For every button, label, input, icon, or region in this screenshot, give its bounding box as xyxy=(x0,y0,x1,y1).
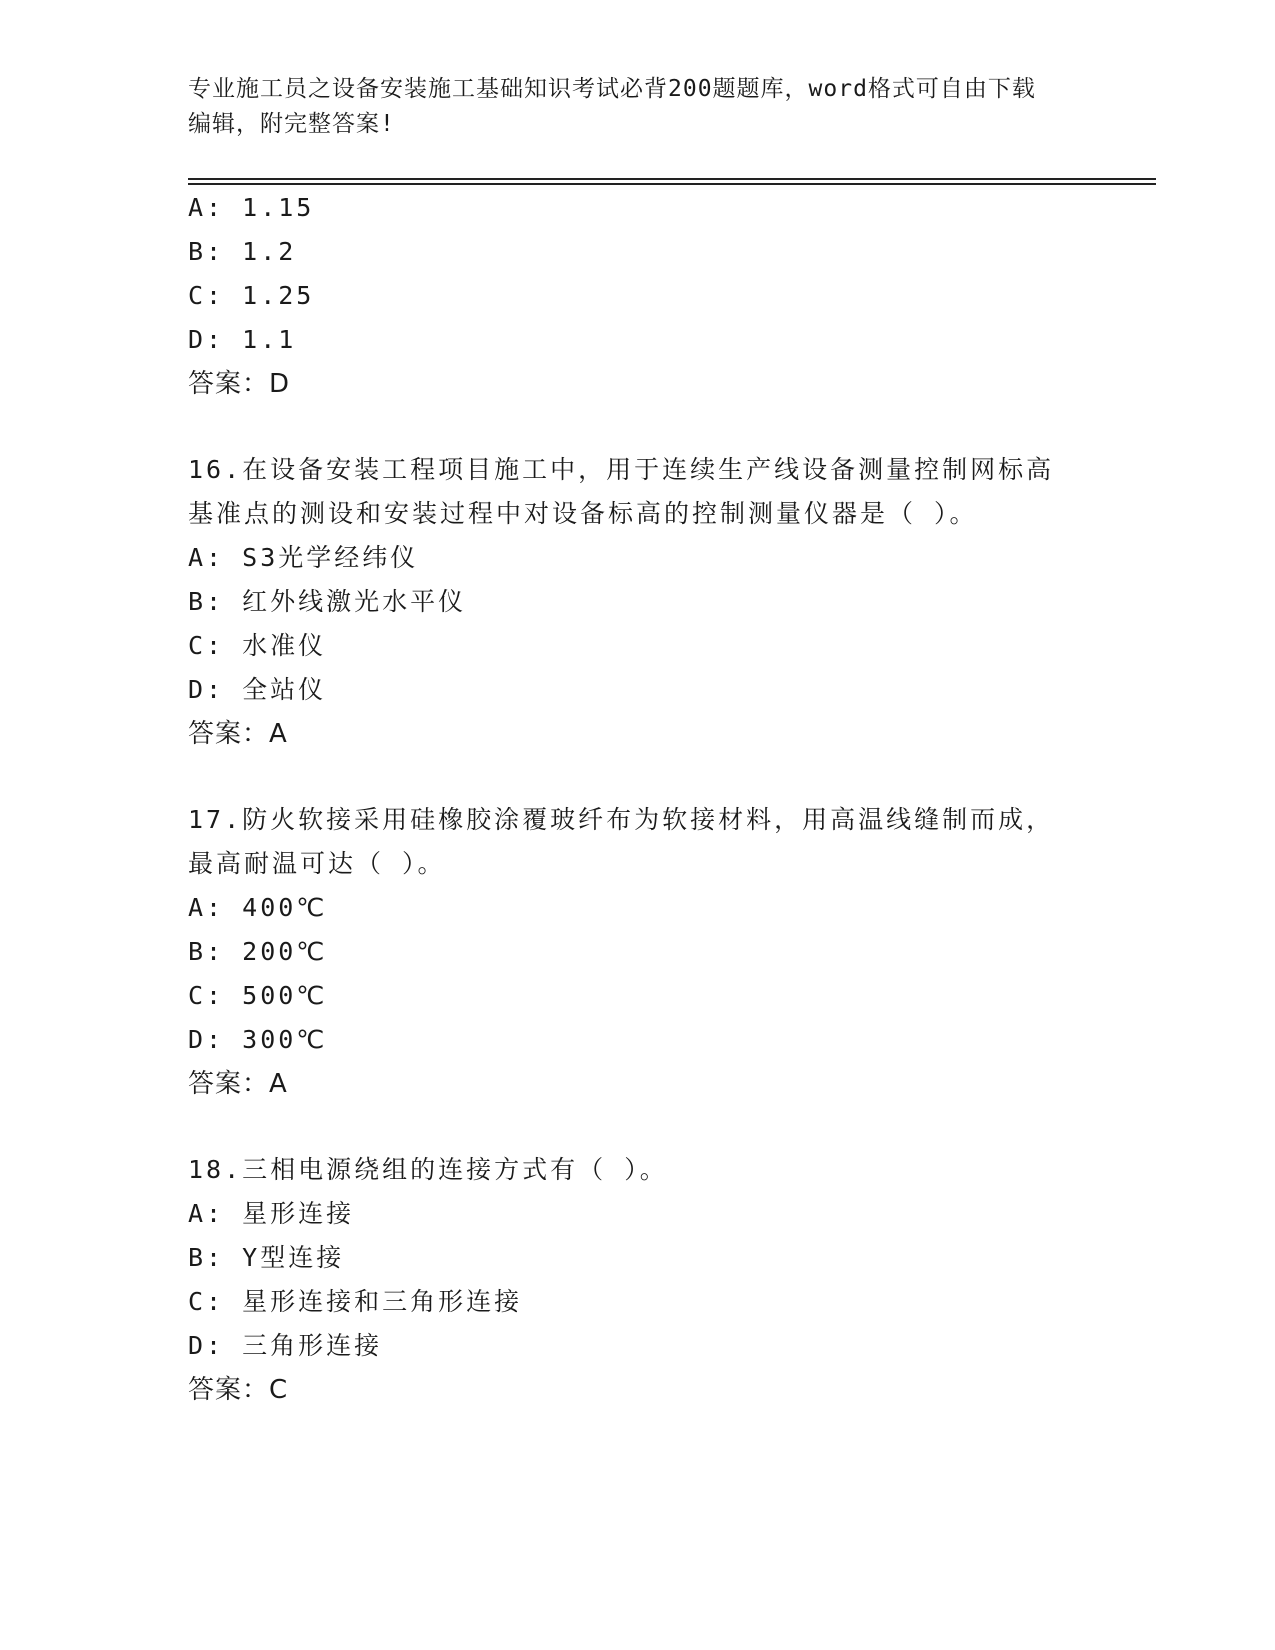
q16-answer: 答案：A xyxy=(188,719,288,749)
q18-answer: 答案：C xyxy=(188,1375,289,1405)
q16-option-b: B: 红外线激光水平仪 xyxy=(188,587,467,616)
q16-stem-line-2: 基准点的测设和安装过程中对设备标高的控制测量仪器是（ ）。 xyxy=(188,499,978,528)
document-header xyxy=(188,72,1088,142)
q17-option-c: C: 500℃ xyxy=(188,981,328,1010)
q18-stem-line-1: 18.三相电源绕组的连接方式有（ ）。 xyxy=(188,1155,668,1184)
q16-option-c: C: 水准仪 xyxy=(188,631,327,660)
q15-option-a: A: 1.15 xyxy=(188,193,315,222)
header-divider-bottom xyxy=(188,183,1156,185)
q17-option-a: A: 400℃ xyxy=(188,893,328,922)
q15-option-c: C: 1.25 xyxy=(188,281,315,310)
header-title-line-1: 专业施工员之设备安装施工基础知识考试必背200题题库，word格式可自由下载 xyxy=(188,76,1036,102)
q17-stem-line-2: 最高耐温可达（ ）。 xyxy=(188,849,446,878)
q17-option-d: D: 300℃ xyxy=(188,1025,328,1054)
q17-stem-line-1: 17.防火软接采用硅橡胶涂覆玻纤布为软接材料，用高温线缝制而成， xyxy=(188,805,1055,834)
header-divider-top xyxy=(188,178,1156,180)
q16-option-d: D: 全站仪 xyxy=(188,675,327,704)
q16-option-a: A: S3光学经纬仪 xyxy=(188,543,419,572)
header-title-line-2: 编辑，附完整答案! xyxy=(188,111,395,137)
q15-option-b: B: 1.2 xyxy=(188,237,297,266)
q18-option-b: B: Y型连接 xyxy=(188,1243,345,1272)
q15-answer: 答案：D xyxy=(188,369,291,399)
q16-stem-line-1: 16.在设备安装工程项目施工中，用于连续生产线设备测量控制网标高 xyxy=(188,455,1055,484)
q18-option-a: A: 星形连接 xyxy=(188,1199,355,1228)
q17-answer: 答案：A xyxy=(188,1069,288,1099)
q18-option-d: D: 三角形连接 xyxy=(188,1331,383,1360)
q18-option-c: C: 星形连接和三角形连接 xyxy=(188,1287,523,1316)
q15-option-d: D: 1.1 xyxy=(188,325,297,354)
q17-option-b: B: 200℃ xyxy=(188,937,328,966)
